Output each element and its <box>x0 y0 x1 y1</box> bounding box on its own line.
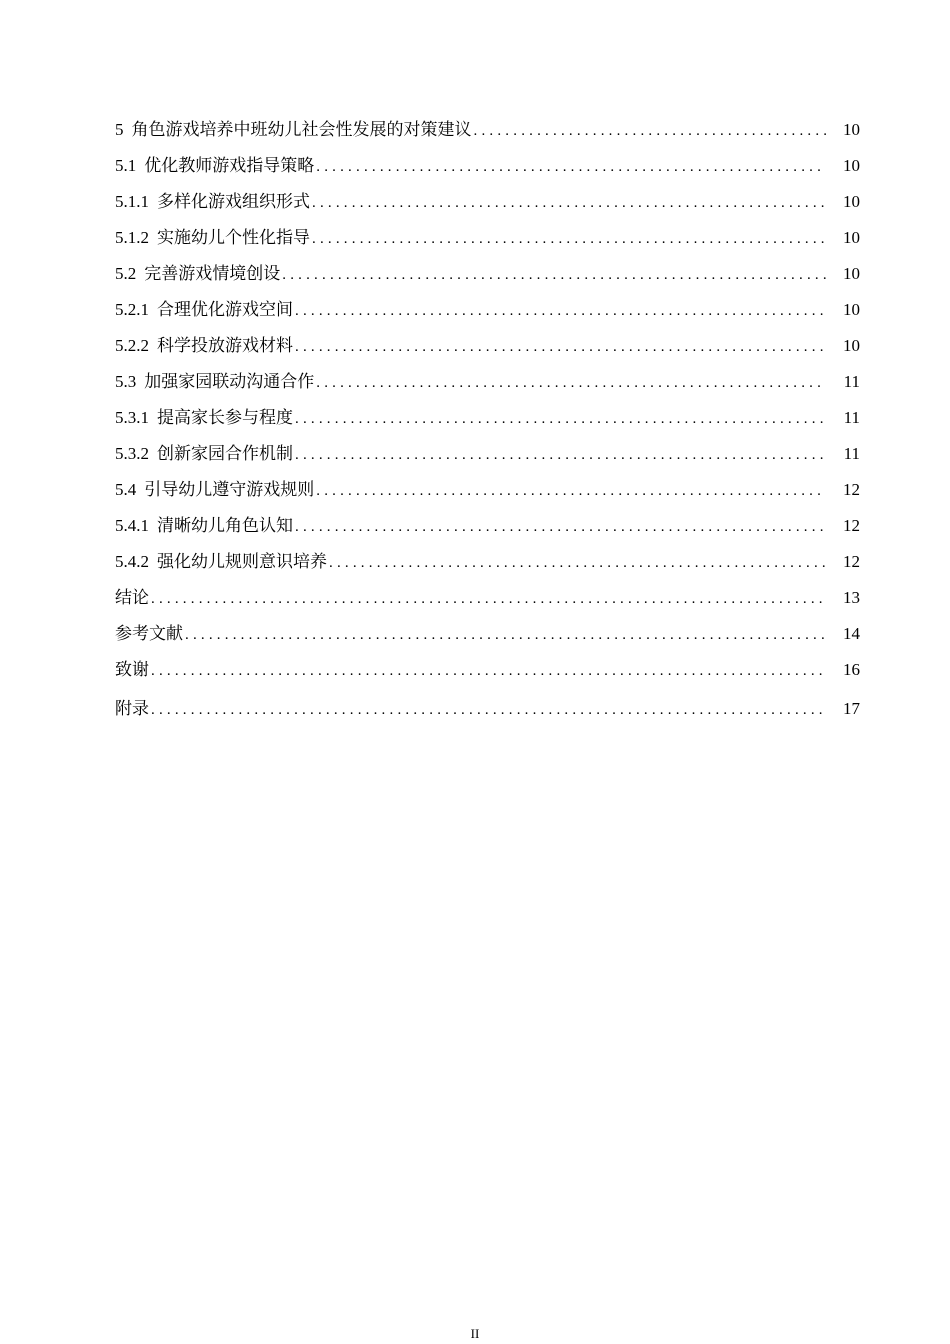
toc-entry[interactable] <box>115 405 860 441</box>
toc-entry[interactable] <box>115 297 860 333</box>
toc-dot-leader <box>295 298 826 324</box>
toc-entry-page: 10 <box>843 336 860 355</box>
toc-entry-page: 11 <box>843 444 860 463</box>
toc-dot-leader <box>151 658 826 684</box>
toc-entry-title: 完善游戏情境创设 <box>144 264 281 283</box>
toc-dot-leader <box>151 697 826 723</box>
toc-entry-number: 5.3.1 <box>115 408 149 427</box>
toc-dot-leader <box>295 406 826 432</box>
toc-dot-leader <box>316 370 826 396</box>
toc-dot-leader <box>316 478 826 504</box>
toc-entry[interactable] <box>115 585 860 621</box>
toc-dot-leader <box>316 154 826 180</box>
toc-entry-page: 12 <box>843 516 860 535</box>
toc-entry-title: 附录 <box>115 699 149 718</box>
toc-dot-leader <box>295 514 826 540</box>
toc-dot-leader <box>474 118 827 144</box>
toc-entry-title: 引导幼儿遵守游戏规则 <box>144 480 315 499</box>
toc-entry[interactable] <box>115 225 860 261</box>
toc-entry-number: 5.1 <box>115 156 137 175</box>
toc-entry-number: 5.4 <box>115 480 137 499</box>
toc-entry-title: 创新家园合作机制 <box>157 444 293 463</box>
toc-dot-leader <box>151 586 826 612</box>
toc-entry-title: 结论 <box>115 588 149 607</box>
toc-dot-leader <box>312 190 826 216</box>
toc-entry-title: 提高家长参与程度 <box>157 408 293 427</box>
table-of-contents <box>115 117 860 732</box>
toc-entry-number: 5.4.2 <box>115 552 149 571</box>
toc-entry-page: 10 <box>843 300 860 319</box>
toc-entry-title: 致谢 <box>115 660 149 679</box>
toc-entry-page: 12 <box>843 552 860 571</box>
toc-entry-page: 10 <box>843 156 860 175</box>
toc-entry-title: 加强家园联动沟通合作 <box>144 372 315 391</box>
toc-entry-page: 10 <box>843 264 860 283</box>
toc-entry[interactable] <box>115 261 860 297</box>
toc-entry[interactable] <box>115 117 860 153</box>
toc-entry-number: 5.4.1 <box>115 516 149 535</box>
toc-entry-title: 实施幼儿个性化指导 <box>157 228 310 247</box>
toc-entry-page: 11 <box>843 408 860 427</box>
toc-entry-number: 5.1.2 <box>115 228 149 247</box>
toc-dot-leader <box>185 622 826 648</box>
toc-entry[interactable] <box>115 369 860 405</box>
toc-entry-title: 清晰幼儿角色认知 <box>157 516 293 535</box>
toc-entry-title: 多样化游戏组织形式 <box>157 192 310 211</box>
toc-entry-title: 参考文献 <box>115 624 183 643</box>
toc-entry-page: 12 <box>843 480 860 499</box>
toc-entry-title: 角色游戏培养中班幼儿社会性发展的对策建议 <box>131 120 472 139</box>
toc-entry-page: 14 <box>843 624 860 643</box>
toc-entry-page: 16 <box>843 660 860 679</box>
toc-entry-number: 5.3 <box>115 372 137 391</box>
toc-entry-page: 13 <box>843 588 860 607</box>
toc-entry[interactable] <box>115 189 860 225</box>
toc-entry[interactable] <box>115 333 860 369</box>
toc-entry-number: 5.2.1 <box>115 300 149 319</box>
toc-entry-page: 11 <box>843 372 860 391</box>
toc-entry[interactable] <box>115 513 860 549</box>
toc-entry[interactable] <box>115 441 860 477</box>
toc-entry-number: 5.2.2 <box>115 336 149 355</box>
toc-entry[interactable] <box>115 696 860 732</box>
toc-dot-leader <box>295 334 826 360</box>
toc-entry[interactable] <box>115 477 860 513</box>
toc-entry-number: 5.2 <box>115 264 137 283</box>
toc-entry-title: 合理优化游戏空间 <box>157 300 293 319</box>
toc-entry[interactable] <box>115 549 860 585</box>
toc-entry-title: 优化教师游戏指导策略 <box>144 156 315 175</box>
toc-entry-page: 10 <box>843 120 860 139</box>
toc-entry-page: 10 <box>843 228 860 247</box>
toc-entry-number: 5 <box>115 120 124 139</box>
toc-entry[interactable] <box>115 657 860 693</box>
toc-entry-page: 10 <box>843 192 860 211</box>
toc-entry-number: 5.1.1 <box>115 192 149 211</box>
toc-entry[interactable] <box>115 621 860 657</box>
toc-entry[interactable] <box>115 153 860 189</box>
toc-dot-leader <box>312 226 826 252</box>
toc-dot-leader <box>295 442 826 468</box>
toc-entry-title: 科学投放游戏材料 <box>157 336 293 355</box>
page-footer <box>0 1326 950 1342</box>
toc-dot-leader <box>329 550 826 576</box>
toc-dot-leader <box>282 262 826 288</box>
toc-entry-page: 17 <box>843 699 860 718</box>
toc-entry-title: 强化幼儿规则意识培养 <box>157 552 327 571</box>
page-number: II <box>470 1326 480 1341</box>
toc-entry-number: 5.3.2 <box>115 444 149 463</box>
